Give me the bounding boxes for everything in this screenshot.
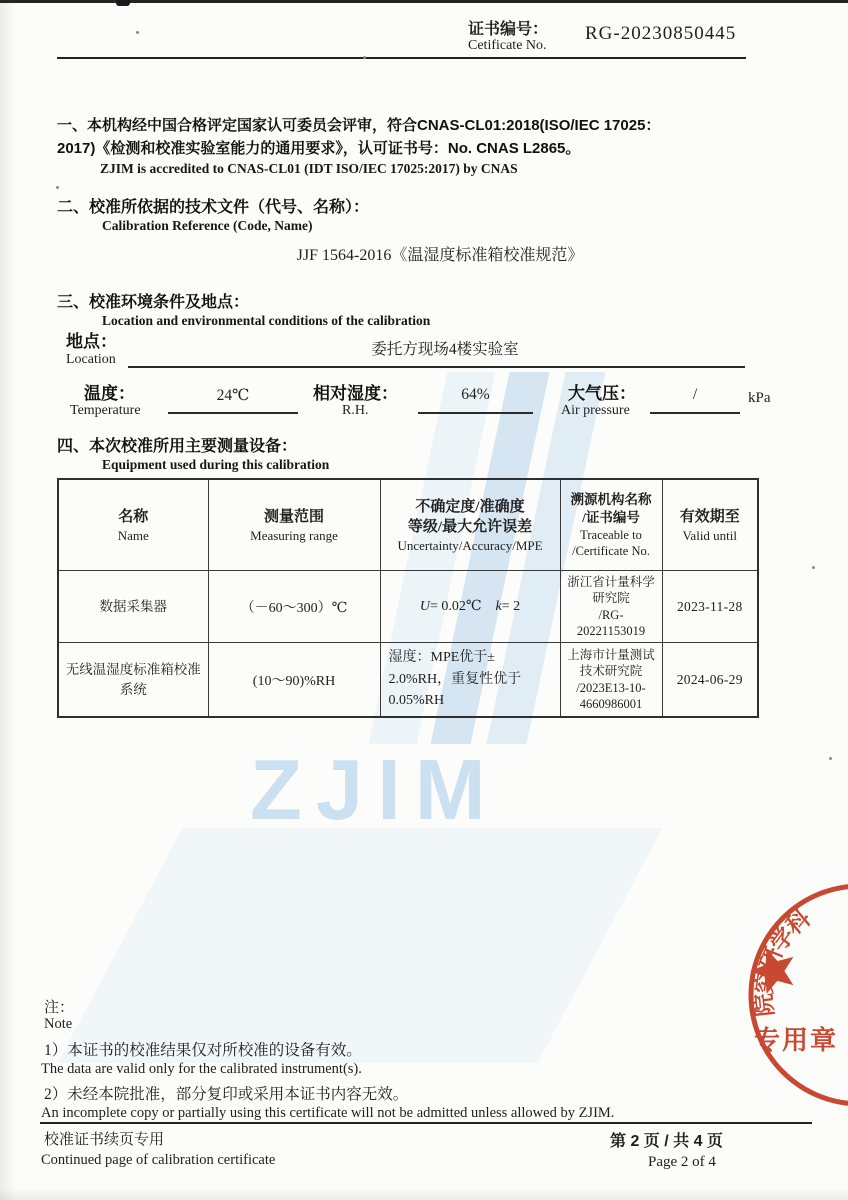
k-value: = 2 <box>501 599 521 614</box>
stamp-arc-char: 科 <box>780 904 816 940</box>
footer-rule <box>40 1122 812 1124</box>
section2-title-en: Calibration Reference (Code, Name) <box>102 218 313 233</box>
row1-uncertainty <box>380 571 560 643</box>
page-number-cn: 第 2 页 / 共 4 页 <box>610 1133 723 1150</box>
note-item1-cn: 1）本证书的校准结果仅对所校准的设备有效。 <box>44 1042 362 1059</box>
calibration-reference: JJF 1564-2016《温湿度标准箱校准规范》 <box>296 247 584 264</box>
pressure-label-en: Air pressure <box>561 403 630 418</box>
section4-title: 四、本次校准所用主要测量设备： <box>57 438 298 455</box>
humidity-label-cn: 相对湿度： <box>313 384 398 403</box>
page-number-en: Page 2 of 4 <box>648 1154 716 1170</box>
section1-line1: 一、本机构经中国合格评定国家认可委员会评审，符合CNAS-CL01:2018(ISO/IEC 17025： <box>57 117 661 134</box>
humidity-underline <box>418 412 533 414</box>
header-uncertainty-en: Uncertainty/Accuracy/MPE <box>397 537 543 553</box>
section1-english: ZJIM is accredited to CNAS-CL01 (IDT ISO/IEC 17025:2017) by CNAS <box>100 161 518 176</box>
pressure-underline <box>650 412 740 414</box>
pressure-value: / <box>692 386 698 403</box>
section3-title: 三、校准环境条件及地点： <box>57 294 250 311</box>
row2-range: (10～90)%RH <box>208 643 380 718</box>
row2-valid-until: 2024-06-29 <box>662 643 758 718</box>
header-range-en: Measuring range <box>250 527 338 543</box>
scan-edge-notch <box>116 0 130 6</box>
footer-label-en: Continued page of calibration certificate <box>41 1152 276 1168</box>
header-range-cn: 测量范围 <box>263 508 324 525</box>
row2-trace-line1: 上海市计量测试 <box>567 648 655 663</box>
official-seal-stamp <box>738 873 848 1117</box>
location-value: 委托方现场4楼实验室 <box>371 341 519 358</box>
header-uncertainty <box>380 479 560 571</box>
header-traceable-cn2: /证书编号 <box>582 510 640 525</box>
header-uncertainty-cn1: 不确定度/准确度 <box>415 498 525 515</box>
note-item2-en: An incomplete copy or partially using this certificate will not be admitted unless allowed by ZJIM. <box>41 1105 615 1121</box>
scan-speck <box>829 757 832 760</box>
row2-trace-line2: 技术研究院 <box>579 664 643 679</box>
stamp-arc-char: 研 <box>754 943 788 975</box>
row2-traceable <box>560 643 662 718</box>
pressure-label-cn: 大气压： <box>568 384 636 403</box>
humidity-label-en: R.H. <box>342 403 369 418</box>
footer-label-cn: 校准证书续页专用 <box>44 1132 165 1148</box>
stamp-arc-char: 院 <box>749 992 779 1018</box>
row2-trace-line4: 4660986001 <box>579 696 643 711</box>
note-label-en: Note <box>44 1016 73 1032</box>
row1-trace-line3: /RG-20221153019 <box>576 607 646 638</box>
u-symbol: U <box>419 599 430 614</box>
note-item1-en: The data are valid only for the calibrated instrument(s). <box>41 1061 362 1077</box>
temperature-value: 24℃ <box>216 387 250 404</box>
scan-speck <box>56 186 59 189</box>
section4-title-en: Equipment used during this calibration <box>102 457 330 472</box>
zjim-watermark: ZJIM <box>250 743 500 838</box>
note-label-cn: 注： <box>44 1000 75 1016</box>
scan-speck <box>812 566 815 569</box>
row2-name: 无线温湿度标准箱校准系统 <box>58 643 208 718</box>
row1-trace-line1: 浙江省计量科学 <box>567 575 655 589</box>
table-row <box>58 571 758 643</box>
header-valid-cn: 有效期至 <box>679 508 740 525</box>
header-traceable-en2: /Certificate No. <box>572 544 650 558</box>
header-name <box>58 479 208 571</box>
row1-traceable <box>560 571 662 643</box>
section1-line2: 2017)《检测和校准实验室能力的通用要求》，认可证书号：No. CNAS L2865。 <box>57 140 581 157</box>
header-valid <box>662 479 758 571</box>
u-value: = 0.02℃ <box>429 599 482 614</box>
location-label-cn: 地点： <box>66 332 117 351</box>
header-traceable-en1: Traceable to <box>580 528 642 542</box>
pressure-unit: kPa <box>748 390 771 406</box>
section2-title: 二、校准所依据的技术文件（代号、名称）： <box>57 199 370 216</box>
k-symbol: k <box>495 599 502 614</box>
certificate-number: RG-20230850445 <box>585 23 737 44</box>
row1-range: （－60～300）℃ <box>208 571 380 643</box>
header-rule <box>57 57 746 59</box>
stamp-arc-char: 学 <box>764 922 800 956</box>
equipment-table <box>57 478 759 718</box>
humidity-value: 64% <box>461 386 490 403</box>
header-name-cn: 名称 <box>118 508 149 525</box>
row1-name: 数据采集器 <box>58 571 208 643</box>
row1-valid-until: 2023-11-28 <box>662 571 758 643</box>
scan-speck <box>136 31 139 34</box>
location-underline <box>128 366 745 368</box>
certificate-no-label-en: Cetificate No. <box>468 38 547 53</box>
stamp-bottom-text: 专用章 <box>753 1025 839 1055</box>
scan-edge-left <box>0 0 16 1200</box>
header-traceable-cn1: 溯源机构名称 <box>570 492 652 507</box>
location-label-en: Location <box>66 352 116 367</box>
stamp-arc-char: 究 <box>750 968 780 996</box>
row2-trace-line3: /2023E13-10- <box>576 680 646 695</box>
certificate-no-label-cn: 证书编号： <box>468 21 549 38</box>
note-item2-cn: 2）未经本院批准，部分复印或采用本证书内容无效。 <box>44 1086 409 1103</box>
scan-speck <box>363 56 366 59</box>
header-traceable <box>560 479 662 571</box>
scan-edge-bottom <box>0 1188 848 1200</box>
row2-uncertainty: 湿度：MPE优于± 2.0%RH，重复性优于0.05%RH <box>380 643 560 718</box>
table-header-row <box>58 479 758 571</box>
temperature-label-cn: 温度： <box>84 384 135 403</box>
section3-title-en: Location and environmental conditions of the calibration <box>102 313 431 328</box>
table-row <box>58 643 758 718</box>
temperature-underline <box>168 412 298 414</box>
header-uncertainty-cn2: 等级/最大允许误差 <box>407 518 533 535</box>
temperature-label-en: Temperature <box>70 403 141 418</box>
row1-trace-line2: 研究院 <box>592 591 630 606</box>
header-valid-en: Valid until <box>682 527 738 543</box>
header-range <box>208 479 380 571</box>
header-name-en: Name <box>117 527 149 543</box>
